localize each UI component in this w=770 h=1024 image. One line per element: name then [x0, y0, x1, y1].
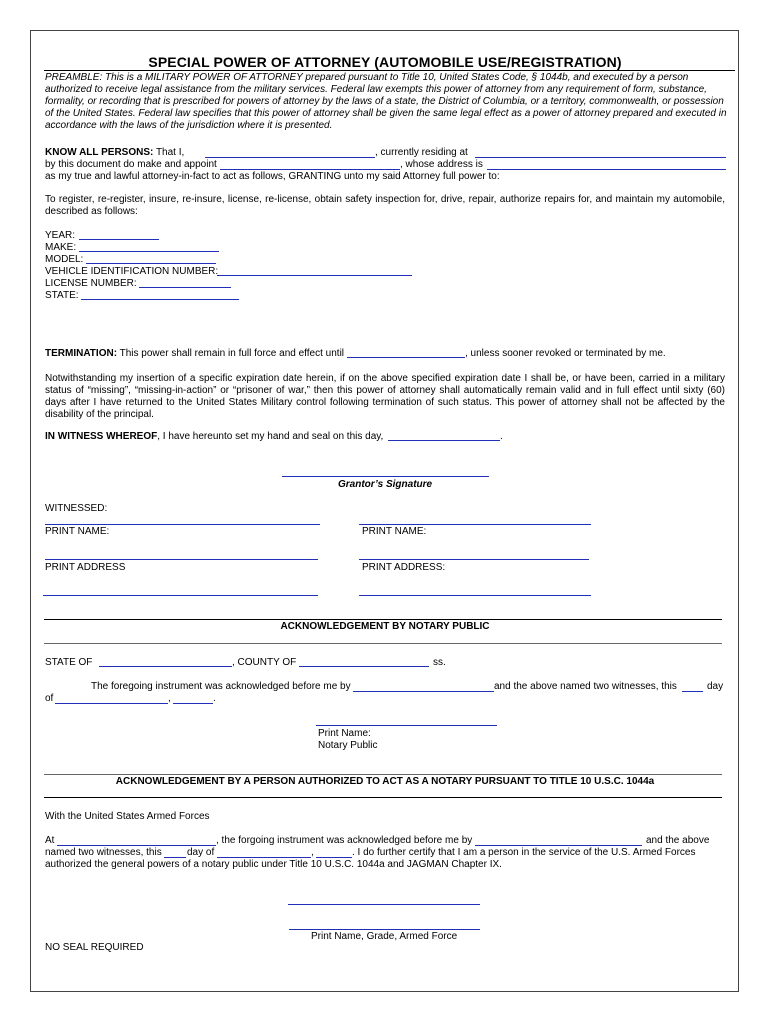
in-witness-line	[45, 431, 383, 443]
authorized-heading: ACKNOWLEDGEMENT BY A PERSON AUTHORIZED TO ACT AS A NOTARY PURSUANT TO TITLE 10 U.S.C. 1044a	[115, 776, 655, 787]
make-label: MAKE:	[45, 242, 77, 253]
title-underline	[44, 70, 735, 71]
year-field[interactable]	[79, 239, 159, 240]
notary-state-field[interactable]	[99, 666, 232, 667]
notary-day-field[interactable]	[682, 691, 703, 692]
appoint-text: by this document do make and appoint	[45, 159, 217, 170]
day-label: day	[707, 681, 724, 692]
vin-label: VEHICLE IDENTIFICATION NUMBER:	[45, 266, 219, 277]
witnessed-label: WITNESSED:	[45, 503, 108, 514]
notary-signature-field[interactable]	[316, 725, 497, 726]
authorized-powers-text: authorized the general powers of a notary public under Title 10 U.S.C. 1044a and JAGMAN Chapter IX.	[45, 859, 502, 870]
make-field[interactable]	[79, 251, 219, 252]
termination-text: This power shall remain in full force and effect until	[119, 348, 345, 359]
at-label: At	[45, 835, 55, 846]
notary-public-label: Notary Public	[318, 740, 378, 751]
witness2-address-label: PRINT ADDRESS:	[362, 562, 446, 573]
in-witness-label: IN WITNESS WHEREOF	[45, 431, 158, 442]
authorized-print-name-field[interactable]	[289, 929, 480, 930]
granting-text: as my true and lawful attorney-in-fact to act as follows, GRANTING unto my said Attorney full power to:	[45, 171, 500, 182]
certify-text: . I do further certify that I am a person in the service of the U.S. Armed Forces	[352, 847, 696, 858]
notwithstanding-text: Notwithstanding my insertion of a specific expiration date herein, if on the above specified expiration date I shall be, or have been, carried in a military status of “missing”, “missing-in-action” or “prisoner of war,” then this power of attorney shall automatically remain valid and in full effect until sixty (60) days after I have returned to the United States Military control following termination of such status. This power of attorney shall not be affected by the disability of the principal.	[45, 373, 725, 420]
license-number-label: LICENSE NUMBER:	[45, 278, 137, 289]
grantor-signature-field[interactable]	[282, 476, 489, 477]
named-two-text: and the above named two witnesses, this	[494, 681, 677, 692]
authorized-day-field[interactable]	[164, 857, 186, 858]
witness1-address-label: PRINT ADDRESS	[45, 562, 126, 573]
grantor-signature-label: Grantor’s Signature	[338, 479, 433, 490]
grantor-name-field[interactable]	[205, 157, 375, 158]
authorized-year-field[interactable]	[316, 857, 352, 858]
acknowledged-by-field[interactable]	[353, 691, 494, 692]
attorney-address-field[interactable]	[487, 169, 726, 170]
location-field[interactable]	[57, 845, 216, 846]
authorized-comma: ,	[311, 847, 314, 858]
no-seal-required: NO SEAL REQUIRED	[45, 942, 144, 953]
preamble-text: PREAMBLE: This is a MILITARY POWER OF ATTORNEY prepared pursuant to Title 10, United States Code, § 1044b, and executed by a person authorized to receive legal assistance from the military services. Federal law exempts this power of attorney from any requirement of form, substance, formality, or recording that is prescribed for powers of attorney by the laws of a state, the District of Columbia, or a territory, commonwealth, or possession of the United States. Federal law specifies that this power of attorney shall be given the same legal effect as a power of attorney prepared and executed in accordance with the laws of the jurisdiction where it is presented.	[45, 72, 727, 131]
model-field[interactable]	[86, 263, 216, 264]
know-all-persons-line	[45, 147, 184, 159]
armed-forces-text: With the United States Armed Forces	[45, 811, 210, 822]
license-number-field[interactable]	[139, 287, 231, 288]
in-witness-text: , I have hereunto set my hand and seal on this day,	[157, 431, 384, 442]
and-above-text: and the above	[646, 835, 710, 846]
whose-address-text: , whose address is	[400, 159, 483, 170]
witness1-signature-field[interactable]	[45, 524, 320, 525]
witness1-address-field[interactable]	[43, 595, 318, 596]
witness2-address-field[interactable]	[359, 595, 591, 596]
attorney-name-field[interactable]	[220, 169, 400, 170]
termination-tail: , unless sooner revoked or terminated by me.	[465, 348, 666, 359]
know-all-persons-label: KNOW ALL PERSONS:	[45, 147, 154, 158]
expiration-date-field[interactable]	[347, 357, 465, 358]
witness2-signature-field[interactable]	[359, 524, 591, 525]
notary-print-name-label: Print Name:	[318, 728, 371, 739]
of-label: of	[45, 693, 54, 704]
state-of-label: STATE OF	[45, 657, 93, 668]
state-field[interactable]	[81, 299, 239, 300]
residing-text: , currently residing at	[375, 147, 468, 158]
witness1-print-name-field[interactable]	[45, 559, 318, 560]
page-title: SPECIAL POWER OF ATTORNEY (AUTOMOBILE USE/REGISTRATION)	[148, 54, 622, 70]
year-label: YEAR:	[45, 230, 76, 241]
county-of-label: , COUNTY OF	[232, 657, 297, 668]
ss-label: ss.	[433, 657, 446, 668]
authorized-rule-top	[44, 774, 722, 775]
witness2-print-name-field[interactable]	[359, 559, 589, 560]
grantor-address-field[interactable]	[475, 157, 726, 158]
notary-county-field[interactable]	[299, 666, 429, 667]
model-label: MODEL:	[45, 254, 84, 265]
notary-month-field[interactable]	[55, 703, 168, 704]
witness2-print-name-label: PRINT NAME:	[362, 526, 427, 537]
termination-line	[45, 348, 344, 360]
that-i-text: That I,	[155, 147, 185, 158]
authorized-rule-bottom	[44, 797, 722, 798]
witness-period: .	[500, 431, 503, 442]
authorized-signature-field[interactable]	[288, 904, 480, 905]
notary-period: .	[213, 693, 216, 704]
notary-year-field[interactable]	[173, 703, 213, 704]
witness1-print-name-label: PRINT NAME:	[45, 526, 110, 537]
forgoing-text: , the forgoing instrument was acknowledged before me by	[216, 835, 473, 846]
print-name-grade-label: Print Name, Grade, Armed Force	[311, 931, 458, 942]
authorized-acknowledged-by-field[interactable]	[475, 845, 642, 846]
notary-rule-bottom	[44, 643, 722, 644]
witness-date-field[interactable]	[388, 440, 500, 441]
state-label: STATE:	[45, 290, 79, 301]
notary-comma: ,	[168, 693, 171, 704]
foregoing-text: The foregoing instrument was acknowledged before me by	[91, 681, 351, 692]
termination-label: TERMINATION:	[45, 348, 118, 359]
notary-rule-top	[44, 619, 722, 620]
day-of-label: day of	[187, 847, 215, 858]
notary-heading: ACKNOWLEDGEMENT BY NOTARY PUBLIC	[280, 621, 490, 632]
vin-field[interactable]	[217, 275, 412, 276]
named-two-witnesses-text: named two witnesses, this	[45, 847, 162, 858]
authorized-month-field[interactable]	[217, 857, 311, 858]
register-text: To register, re-register, insure, re-insure, license, re-license, obtain safety inspection for, drive, repair, authorize repairs for, and maintain my automobile, described as follows:	[45, 194, 725, 217]
